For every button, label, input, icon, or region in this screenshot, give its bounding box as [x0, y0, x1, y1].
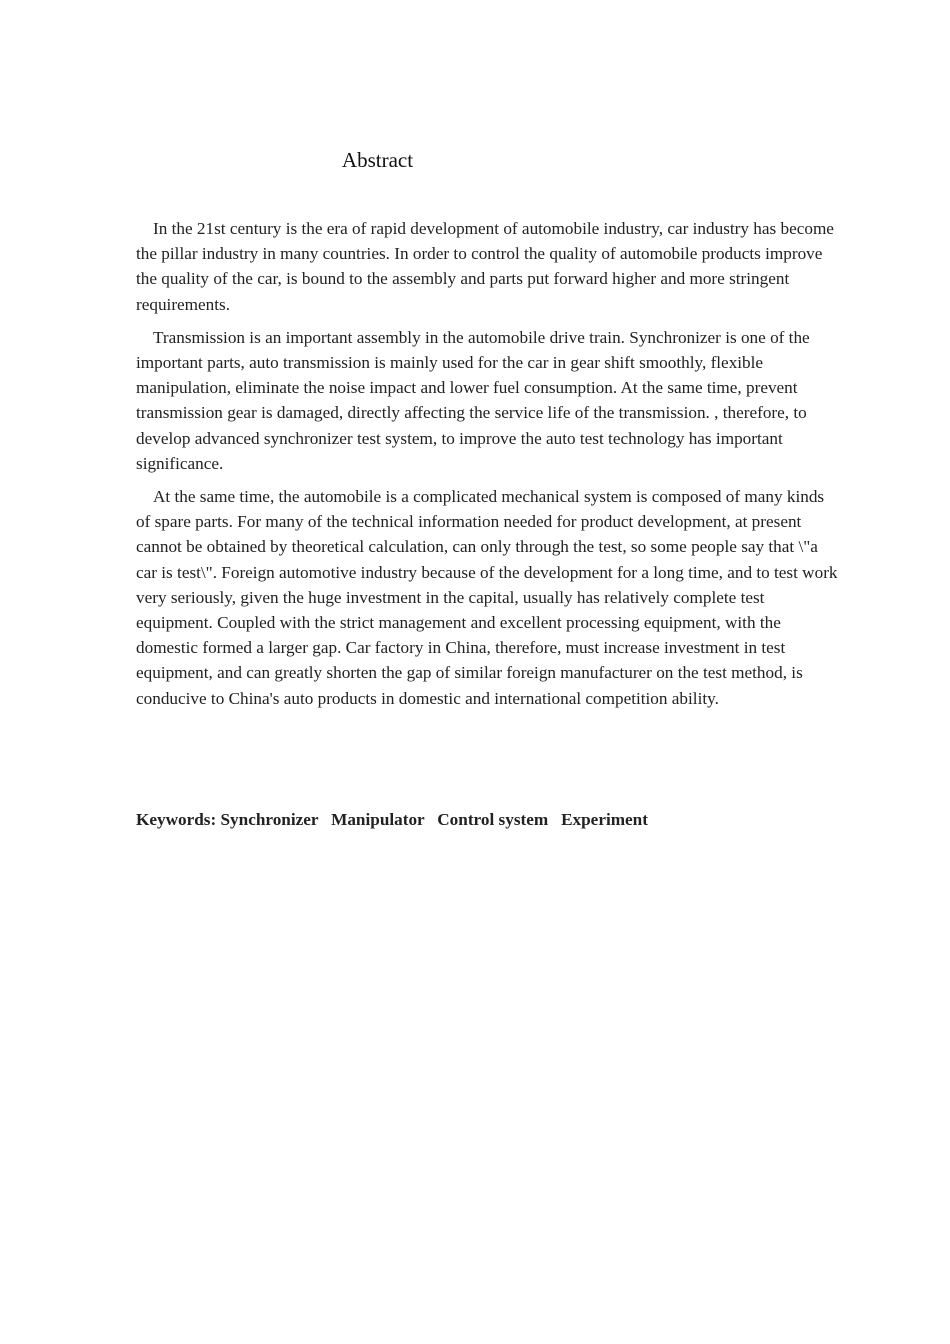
abstract-body: [136, 216, 838, 719]
keywords-line: Keywords: Synchronizer Manipulator Control system Experiment: [136, 810, 648, 829]
abstract-paragraph-2: Transmission is an important assembly in the automobile drive train. Synchronizer is one of the important parts, auto transmission is mainly used for the car in gear shift smoothly, flexible manipulation, eliminate the noise impact and lower fuel consumption. At the same time, prevent transmission gear is damaged, directly affecting the service life of the transmission. , therefore, to develop advanced synchronizer test system, to improve the auto test technology has important significance.: [136, 327, 810, 473]
abstract-paragraph-1: In the 21st century is the era of rapid development of automobile industry, car industry has become the pillar industry in many countries. In order to control the quality of automobile products improve the quality of the car, is bound to the assembly and parts put forward higher and more stringent requirements.: [136, 219, 834, 314]
abstract-paragraph-3: At the same time, the automobile is a complicated mechanical system is composed of many kinds of spare parts. For many of the technical information needed for product development, at present cannot be obtained by theoretical calculation, can only through the test, so some people say that \"a car is test\". Foreign automotive industry because of the development for a long time, and to test work very seriously, given the huge investment in the capital, usually has relatively complete test equipment. Coupled with the strict management and excellent processing equipment, with the domestic formed a larger gap. Car factory in China, therefore, must increase investment in test equipment, and can greatly shorten the gap of similar foreign manufacturer on the test method, is conducive to China's auto products in domestic and international competition ability.: [136, 487, 838, 708]
abstract-title: Abstract: [341, 148, 414, 172]
